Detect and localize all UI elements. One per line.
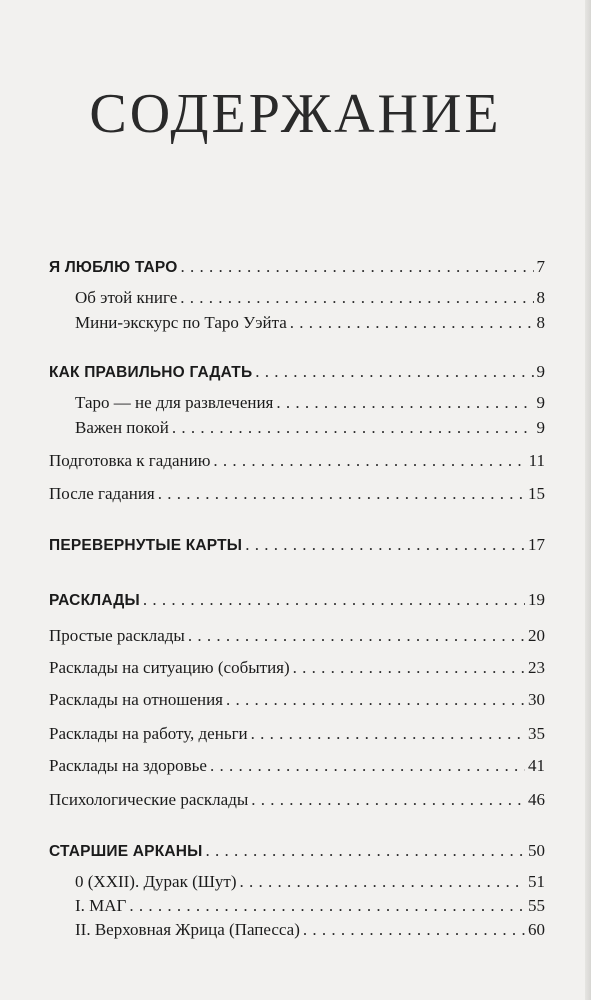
dot-leader <box>158 484 525 504</box>
dot-leader <box>293 658 525 678</box>
toc-page-number: 9 <box>536 418 545 437</box>
toc-label: После гадания <box>49 484 155 503</box>
toc-page-number: 23 <box>528 658 545 677</box>
toc-page-number: 8 <box>536 313 545 332</box>
toc-label: Расклады на отношения <box>49 690 224 709</box>
toc-page-number: 9 <box>536 393 545 412</box>
toc-label: Таро — не для развлечения <box>75 393 274 412</box>
toc-page-number: 8 <box>536 288 545 307</box>
dot-leader <box>188 626 525 646</box>
toc-label: 0 (XXII). Дурак (Шут) <box>75 872 237 891</box>
dot-leader <box>143 590 525 610</box>
toc-page-number: 60 <box>528 920 545 939</box>
toc-section-how-to-divine <box>49 362 545 383</box>
toc-label: ПЕРЕВЕРНУТЫЕ КАРТЫ <box>49 537 243 554</box>
dot-leader <box>181 257 534 277</box>
toc-label: Об этой книге <box>75 288 178 307</box>
dot-leader <box>129 896 525 916</box>
toc-page-number: 19 <box>528 590 545 609</box>
toc-entry-relationship-spreads <box>49 690 545 710</box>
toc-label: I. МАГ <box>75 896 127 915</box>
toc-page-number: 20 <box>528 626 545 645</box>
toc-entry-high-priestess <box>75 920 545 940</box>
dot-leader <box>303 920 525 940</box>
toc-section-i-love-tarot <box>49 257 545 278</box>
toc-page-number: 7 <box>536 257 545 276</box>
dot-leader <box>213 451 525 471</box>
toc-entry-mini-excursus <box>75 313 545 333</box>
dot-leader <box>245 535 525 555</box>
dot-leader <box>172 418 534 438</box>
toc-page-number: 55 <box>528 896 545 915</box>
toc-entry-health-spreads <box>49 756 545 776</box>
toc-label: Расклады на работу, деньги <box>49 724 248 743</box>
dot-leader <box>251 790 525 810</box>
toc-entry-magician <box>75 896 545 916</box>
toc-section-spreads <box>49 590 545 611</box>
toc-page-number: 41 <box>528 756 545 775</box>
page-title: СОДЕРЖАНИЕ <box>89 83 502 145</box>
toc-entry-calm-matters <box>75 418 545 438</box>
toc-entry-fool <box>75 872 545 892</box>
toc-entry-situation-spreads <box>49 658 545 678</box>
toc-label: Простые расклады <box>49 626 185 645</box>
toc-page-number: 51 <box>528 872 545 891</box>
toc-entry-after-divination <box>49 484 545 504</box>
toc-page-number: 30 <box>528 690 545 709</box>
dot-leader <box>240 872 526 892</box>
toc-entry-simple-spreads <box>49 626 545 646</box>
toc-page-number: 17 <box>528 535 545 554</box>
toc-label: Подготовка к гаданию <box>49 451 211 470</box>
toc-section-reversed-cards <box>49 535 545 556</box>
toc-entry-work-money-spreads <box>49 724 545 744</box>
toc-entry-about-book <box>75 288 545 308</box>
toc-label: II. Верховная Жрица (Папесса) <box>75 920 300 939</box>
dot-leader <box>206 841 525 861</box>
dot-leader <box>290 313 534 333</box>
dot-leader <box>255 362 533 382</box>
toc-page-number: 35 <box>528 724 545 743</box>
toc-page-number: 50 <box>528 841 545 860</box>
toc-label: Расклады на здоровье <box>49 756 207 775</box>
dot-leader <box>251 724 525 744</box>
dot-leader <box>226 690 525 710</box>
toc-page-number: 9 <box>536 362 545 381</box>
dot-leader <box>276 393 533 413</box>
toc-entry-not-for-fun <box>75 393 545 413</box>
toc-entry-preparation <box>49 451 545 471</box>
toc-label: Мини-экскурс по Таро Уэйта <box>75 313 287 332</box>
toc-page-number: 46 <box>528 790 545 809</box>
toc-label: Психологические расклады <box>49 790 249 809</box>
toc-label: Я ЛЮБЛЮ ТАРО <box>49 259 178 276</box>
toc-entry-psychological-spreads <box>49 790 545 810</box>
toc-label: РАСКЛАДЫ <box>49 592 140 609</box>
toc-label: Важен покой <box>75 418 169 437</box>
toc-label: СТАРШИЕ АРКАНЫ <box>49 843 203 860</box>
toc-label: КАК ПРАВИЛЬНО ГАДАТЬ <box>49 364 253 381</box>
toc-section-major-arcana <box>49 841 545 862</box>
dot-leader <box>210 756 525 776</box>
toc-label: Расклады на ситуацию (события) <box>49 658 290 677</box>
dot-leader <box>180 288 533 308</box>
toc-page-number: 11 <box>528 451 545 470</box>
toc-page-number: 15 <box>528 484 545 503</box>
